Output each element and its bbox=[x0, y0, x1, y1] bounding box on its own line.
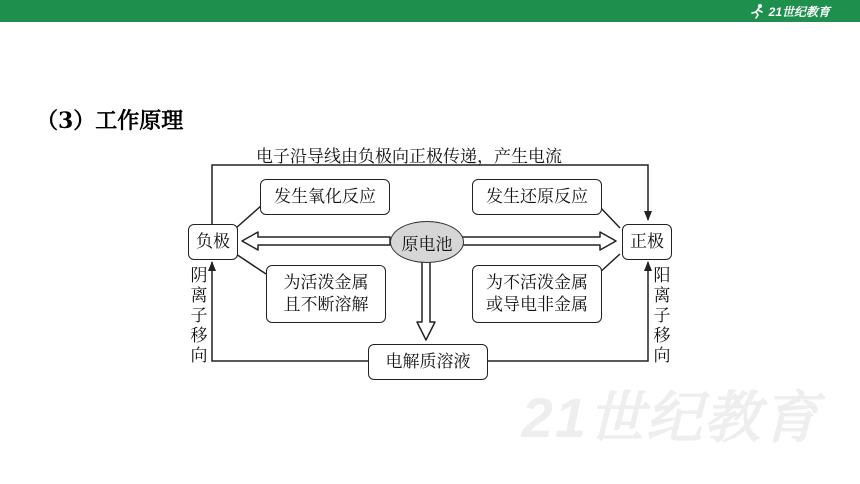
neg-to-material-line bbox=[236, 254, 266, 274]
watermark: 21世纪教育 bbox=[521, 386, 820, 449]
logo-text: 21世纪教育 bbox=[768, 4, 830, 19]
negative-electrode: 负极 bbox=[188, 224, 238, 260]
hollow-arrow-left bbox=[242, 232, 390, 250]
negative-material-line-1: 为活泼金属 bbox=[283, 273, 369, 293]
electron-flow-caption: 电子沿导线由负极向正极传递，产生电流 bbox=[256, 147, 562, 167]
hollow-arrow-down bbox=[417, 261, 435, 340]
electrolyte-box: 电解质溶液 bbox=[368, 344, 488, 380]
positive-material-box bbox=[472, 265, 602, 323]
anion-migration-label: 阴 离 子 移 向 bbox=[190, 266, 208, 366]
cation-migration-label: 阳 离 子 移 向 bbox=[653, 266, 671, 366]
galvanic-cell-node bbox=[390, 221, 464, 263]
hollow-arrow-right bbox=[462, 232, 616, 250]
positive-material-line-2: 或导电非金属 bbox=[486, 295, 588, 315]
positive-electrode: 正极 bbox=[622, 224, 672, 260]
positive-material-line-1: 为不活泼金属 bbox=[486, 273, 588, 293]
galvanic-cell-label: 原电池 bbox=[401, 234, 453, 255]
neg-to-reaction-line bbox=[236, 205, 262, 228]
negative-material-line-2: 且不断溶解 bbox=[283, 295, 369, 315]
reduction-box: 发生还原反应 bbox=[472, 179, 602, 215]
negative-material-box bbox=[266, 265, 386, 323]
section-heading: （3）工作原理 bbox=[36, 108, 184, 134]
oxidation-box: 发生氧化反应 bbox=[260, 179, 390, 215]
